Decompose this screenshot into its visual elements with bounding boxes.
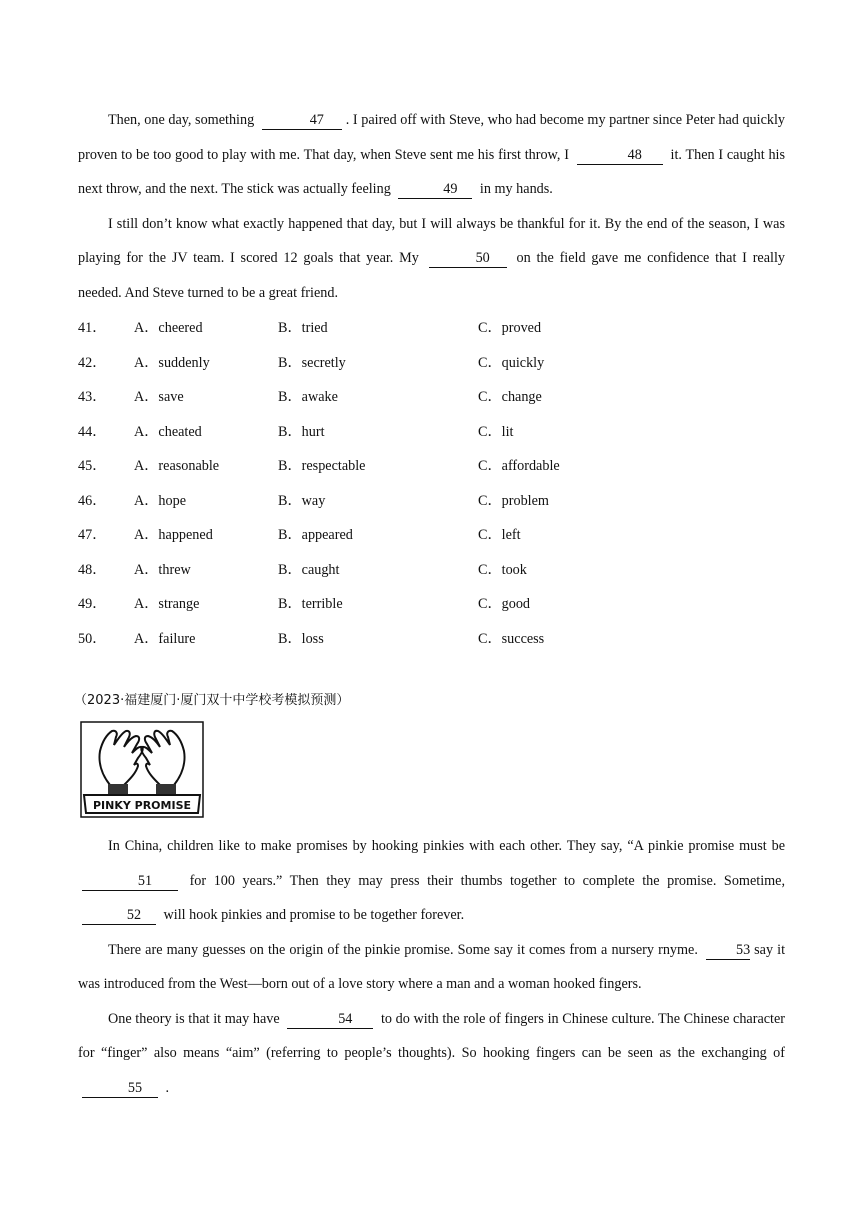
blank-55: 55 <box>82 1080 158 1098</box>
passage1-paragraph1 <box>78 103 785 207</box>
text: . <box>165 1079 170 1096</box>
option-b: B．appeared <box>278 527 353 544</box>
question-number: 50． <box>78 630 107 647</box>
option-c: C．left <box>478 527 521 544</box>
option-a: A．cheated <box>134 423 202 440</box>
blank-48: 48 <box>577 147 663 165</box>
question-number: 43． <box>78 389 107 406</box>
option-a: A．reasonable <box>134 458 220 475</box>
question-row <box>78 621 785 656</box>
option-c: C．took <box>478 561 527 578</box>
blank-47: 47 <box>262 112 342 130</box>
question-number: 46． <box>78 492 107 509</box>
question-number: 45． <box>78 458 107 475</box>
blank-54: 54 <box>287 1011 373 1029</box>
option-b: B．tried <box>278 320 328 337</box>
option-c: C．problem <box>478 492 549 509</box>
question-row <box>78 345 785 380</box>
option-b: B．loss <box>278 630 324 647</box>
text: to do with the role of fingers in Chinese culture. The Chinese character for “finger” also means “aim” (referring to people’s thoughts). So hooking fingers can be seen as the exchanging of <box>78 1010 785 1061</box>
option-c: C．quickly <box>478 354 545 371</box>
question-number: 47． <box>78 527 107 544</box>
option-c: C．affordable <box>478 458 560 475</box>
option-b: B．caught <box>278 561 340 578</box>
option-c: C．proved <box>478 320 542 337</box>
option-b: B．way <box>278 492 326 509</box>
question-number: 49． <box>78 596 107 613</box>
question-row <box>78 414 785 449</box>
question-row <box>78 379 785 414</box>
option-a: A．failure <box>134 630 196 647</box>
option-c: C．good <box>478 596 531 613</box>
pinky-promise-illustration <box>80 721 204 819</box>
question-number: 44． <box>78 423 107 440</box>
blank-53: 53 <box>706 942 750 960</box>
source-note: （2023·福建厦门·厦门双十中学校考模拟预测） <box>74 693 350 708</box>
option-b: B．terrible <box>278 596 343 613</box>
option-c: C．lit <box>478 423 514 440</box>
blank-49: 49 <box>398 181 472 199</box>
option-a: A．suddenly <box>134 354 210 371</box>
option-a: A．hope <box>134 492 187 509</box>
text: on the field gave me confidence that I really needed. And Steve turned to be a great friend. <box>78 250 785 301</box>
text: say it was introduced from the West—born out of a love story where a man and a woman hooked fingers. <box>78 941 786 992</box>
blank-50: 50 <box>429 250 507 268</box>
question-row <box>78 552 785 587</box>
text: it. Then I caught his next throw, and the next. The stick was actually feeling <box>78 146 786 197</box>
option-b: B．hurt <box>278 423 325 440</box>
passage2-paragraph1 <box>78 829 785 933</box>
document-page <box>74 103 786 1105</box>
text: In China, children like to make promises by hooking pinkies with each other. They say, “A pinkie promise must be <box>108 838 785 854</box>
question-row <box>78 586 785 621</box>
passage2-paragraph3 <box>78 1002 785 1106</box>
text: will hook pinkies and promise to be together forever. <box>163 907 465 923</box>
text: Then, one day, something <box>108 112 255 128</box>
option-a: A．save <box>134 389 184 406</box>
option-b: B．respectable <box>278 458 366 475</box>
option-c: C．success <box>478 630 545 647</box>
text: for 100 years.” Then they may press their thumbs together to complete the promise. Sometime, <box>189 872 786 889</box>
text: There are many guesses on the origin of the pinkie promise. Some say it comes from a nursery rnyme. <box>108 941 698 958</box>
option-a: A．strange <box>134 596 200 613</box>
option-a: A．happened <box>134 527 213 544</box>
blank-51: 51 <box>82 873 178 891</box>
question-number: 41． <box>78 320 107 337</box>
option-a: A．threw <box>134 561 191 578</box>
blank-52: 52 <box>82 907 156 925</box>
text: One theory is that it may have <box>108 1010 280 1027</box>
question-number: 42． <box>78 354 107 371</box>
text: in my hands. <box>479 181 553 197</box>
option-b: B．awake <box>278 389 338 406</box>
question-row <box>78 483 785 518</box>
option-a: A．cheered <box>134 320 203 337</box>
passage1-paragraph2 <box>78 207 785 311</box>
text: . I paired off with Steve, who had become my partner since Peter had quickly proven to be too good to play with me. That day, when Steve sent me his first throw, I <box>78 112 786 163</box>
question-row <box>78 448 785 483</box>
option-c: C．change <box>478 389 542 406</box>
question-row <box>78 310 785 345</box>
question-list <box>78 310 785 655</box>
passage2-paragraph2 <box>78 933 785 1002</box>
text: I still don’t know what exactly happened that day, but I will always be thankful for it. By the end of the season, I was playing for the JV team. I scored 12 goals that year. My <box>78 215 785 266</box>
picture-caption: PINKY PROMISE <box>92 799 192 812</box>
pinky-promise-picture <box>80 721 204 819</box>
question-number: 48． <box>78 561 107 578</box>
option-b: B．secretly <box>278 354 346 371</box>
question-row <box>78 517 785 552</box>
